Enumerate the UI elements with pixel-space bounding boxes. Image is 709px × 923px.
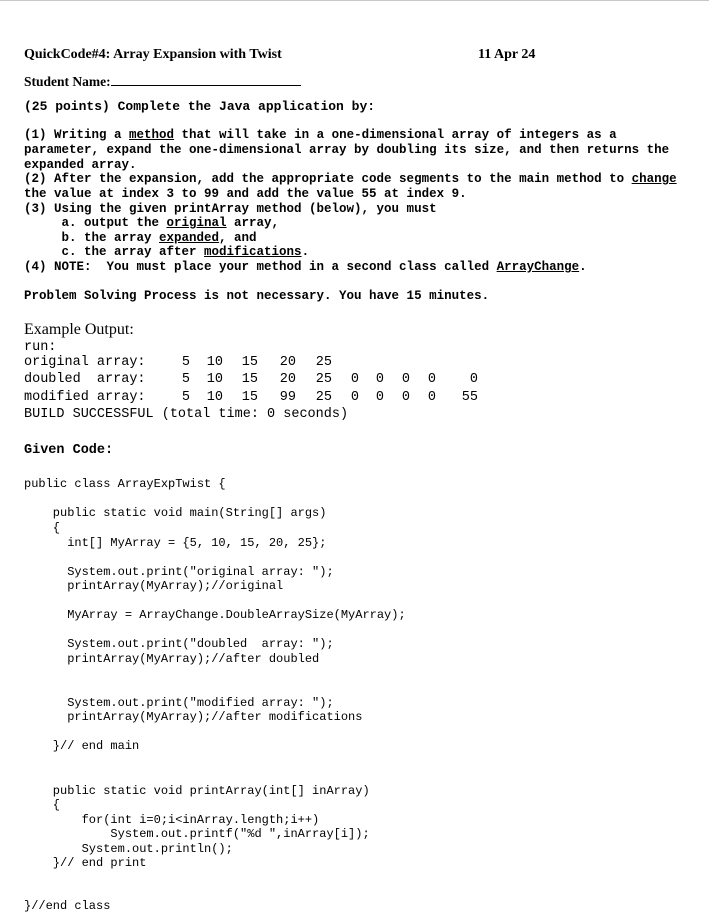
- example-output-value: 0: [427, 390, 436, 405]
- code-line: {: [24, 521, 61, 535]
- example-output-value: 0: [350, 390, 359, 405]
- instruction-3: (3) Using the given printArray method (below), you must: [24, 202, 437, 216]
- example-output-value: 10: [206, 372, 223, 387]
- code-line: public static void printArray(int[] inArray): [24, 784, 370, 798]
- instruction-4: (4) NOTE: You must place your method in a second class called ArrayChange.: [24, 260, 587, 274]
- example-output-label: original array:: [24, 355, 146, 370]
- example-output-value: 5: [181, 390, 190, 405]
- instruction-1-line3: expanded array.: [24, 158, 137, 172]
- example-output-value: 25: [315, 355, 332, 370]
- code-line: System.out.println();: [24, 842, 233, 856]
- code-line: System.out.print("original array: ");: [24, 565, 334, 579]
- example-output-value: 15: [241, 390, 258, 405]
- instruction-2-line1: (2) After the expansion, add the appropriate code segments to the main method to change: [24, 172, 677, 186]
- code-line: int[] MyArray = {5, 10, 15, 20, 25};: [24, 536, 327, 550]
- problem-note: Problem Solving Process is not necessary. You have 15 minutes.: [24, 289, 490, 303]
- student-name-blank[interactable]: [111, 74, 301, 86]
- instruction-3b: b. the array expanded, and: [24, 231, 257, 245]
- given-code-heading: Given Code:: [24, 443, 114, 458]
- example-output-value: 25: [315, 372, 332, 387]
- code-line: }// end print: [24, 856, 147, 870]
- instruction-1-line1: (1) Writing a method that will take in a one-dimensional array of integers as a: [24, 128, 617, 142]
- document-date: 11 Apr 24: [478, 47, 536, 62]
- example-output-value: 0: [401, 372, 410, 387]
- example-output-value: 20: [279, 355, 296, 370]
- example-output-label: modified array:: [24, 390, 146, 405]
- example-output-value: 0: [469, 372, 478, 387]
- code-line: System.out.print("doubled array: ");: [24, 637, 334, 651]
- instruction-3c: c. the array after modifications.: [24, 245, 310, 259]
- example-build: BUILD SUCCESSFUL (total time: 0 seconds): [24, 407, 349, 422]
- code-line: System.out.printf("%d ",inArray[i]);: [24, 827, 370, 841]
- example-output-value: 0: [375, 390, 384, 405]
- example-output-value: 0: [401, 390, 410, 405]
- code-line: printArray(MyArray);//after modifications: [24, 710, 363, 724]
- instruction-2-line2: the value at index 3 to 99 and add the value 55 at index 9.: [24, 187, 467, 201]
- code-line: printArray(MyArray);//original: [24, 579, 284, 593]
- example-output-row: [24, 355, 494, 372]
- example-output-value: 0: [375, 372, 384, 387]
- example-output-value: 5: [181, 355, 190, 370]
- instruction-3a: a. output the original array,: [24, 216, 280, 230]
- document-title: QuickCode#4: Array Expansion with Twist: [24, 47, 282, 62]
- example-output-value: 25: [315, 390, 332, 405]
- intro-text: (25 points) Complete the Java application by:: [24, 99, 376, 114]
- example-output-value: 15: [241, 372, 258, 387]
- example-output-value: 5: [181, 372, 190, 387]
- instruction-1-line2: parameter, expand the one-dimensional array by doubling its size, and then returns the: [24, 143, 670, 157]
- example-run: run:: [24, 340, 57, 355]
- top-border: [0, 0, 709, 1]
- code-line: printArray(MyArray);//after doubled: [24, 652, 320, 666]
- code-line: System.out.print("modified array: ");: [24, 696, 334, 710]
- example-output-value: 55: [461, 390, 478, 405]
- code-line: public class ArrayExpTwist {: [24, 477, 226, 491]
- example-output-value: 15: [241, 355, 258, 370]
- example-output-value: 0: [427, 372, 436, 387]
- code-line: for(int i=0;i<inArray.length;i++): [24, 813, 320, 827]
- example-output-row: [24, 390, 494, 407]
- code-line: {: [24, 798, 61, 812]
- example-output-value: 10: [206, 355, 223, 370]
- example-output-row: [24, 372, 494, 389]
- example-output-label: doubled array:: [24, 372, 146, 387]
- example-output-value: 10: [206, 390, 223, 405]
- code-line: MyArray = ArrayChange.DoubleArraySize(MyArray);: [24, 608, 406, 622]
- example-output-value: 20: [279, 372, 296, 387]
- example-output-value: 99: [279, 390, 296, 405]
- example-output-value: 0: [350, 372, 359, 387]
- example-output-heading: Example Output:: [24, 321, 134, 338]
- code-line: }// end main: [24, 739, 140, 753]
- student-name-label: Student Name:: [24, 74, 301, 90]
- code-line: public static void main(String[] args): [24, 506, 327, 520]
- code-line: }//end class: [24, 899, 111, 913]
